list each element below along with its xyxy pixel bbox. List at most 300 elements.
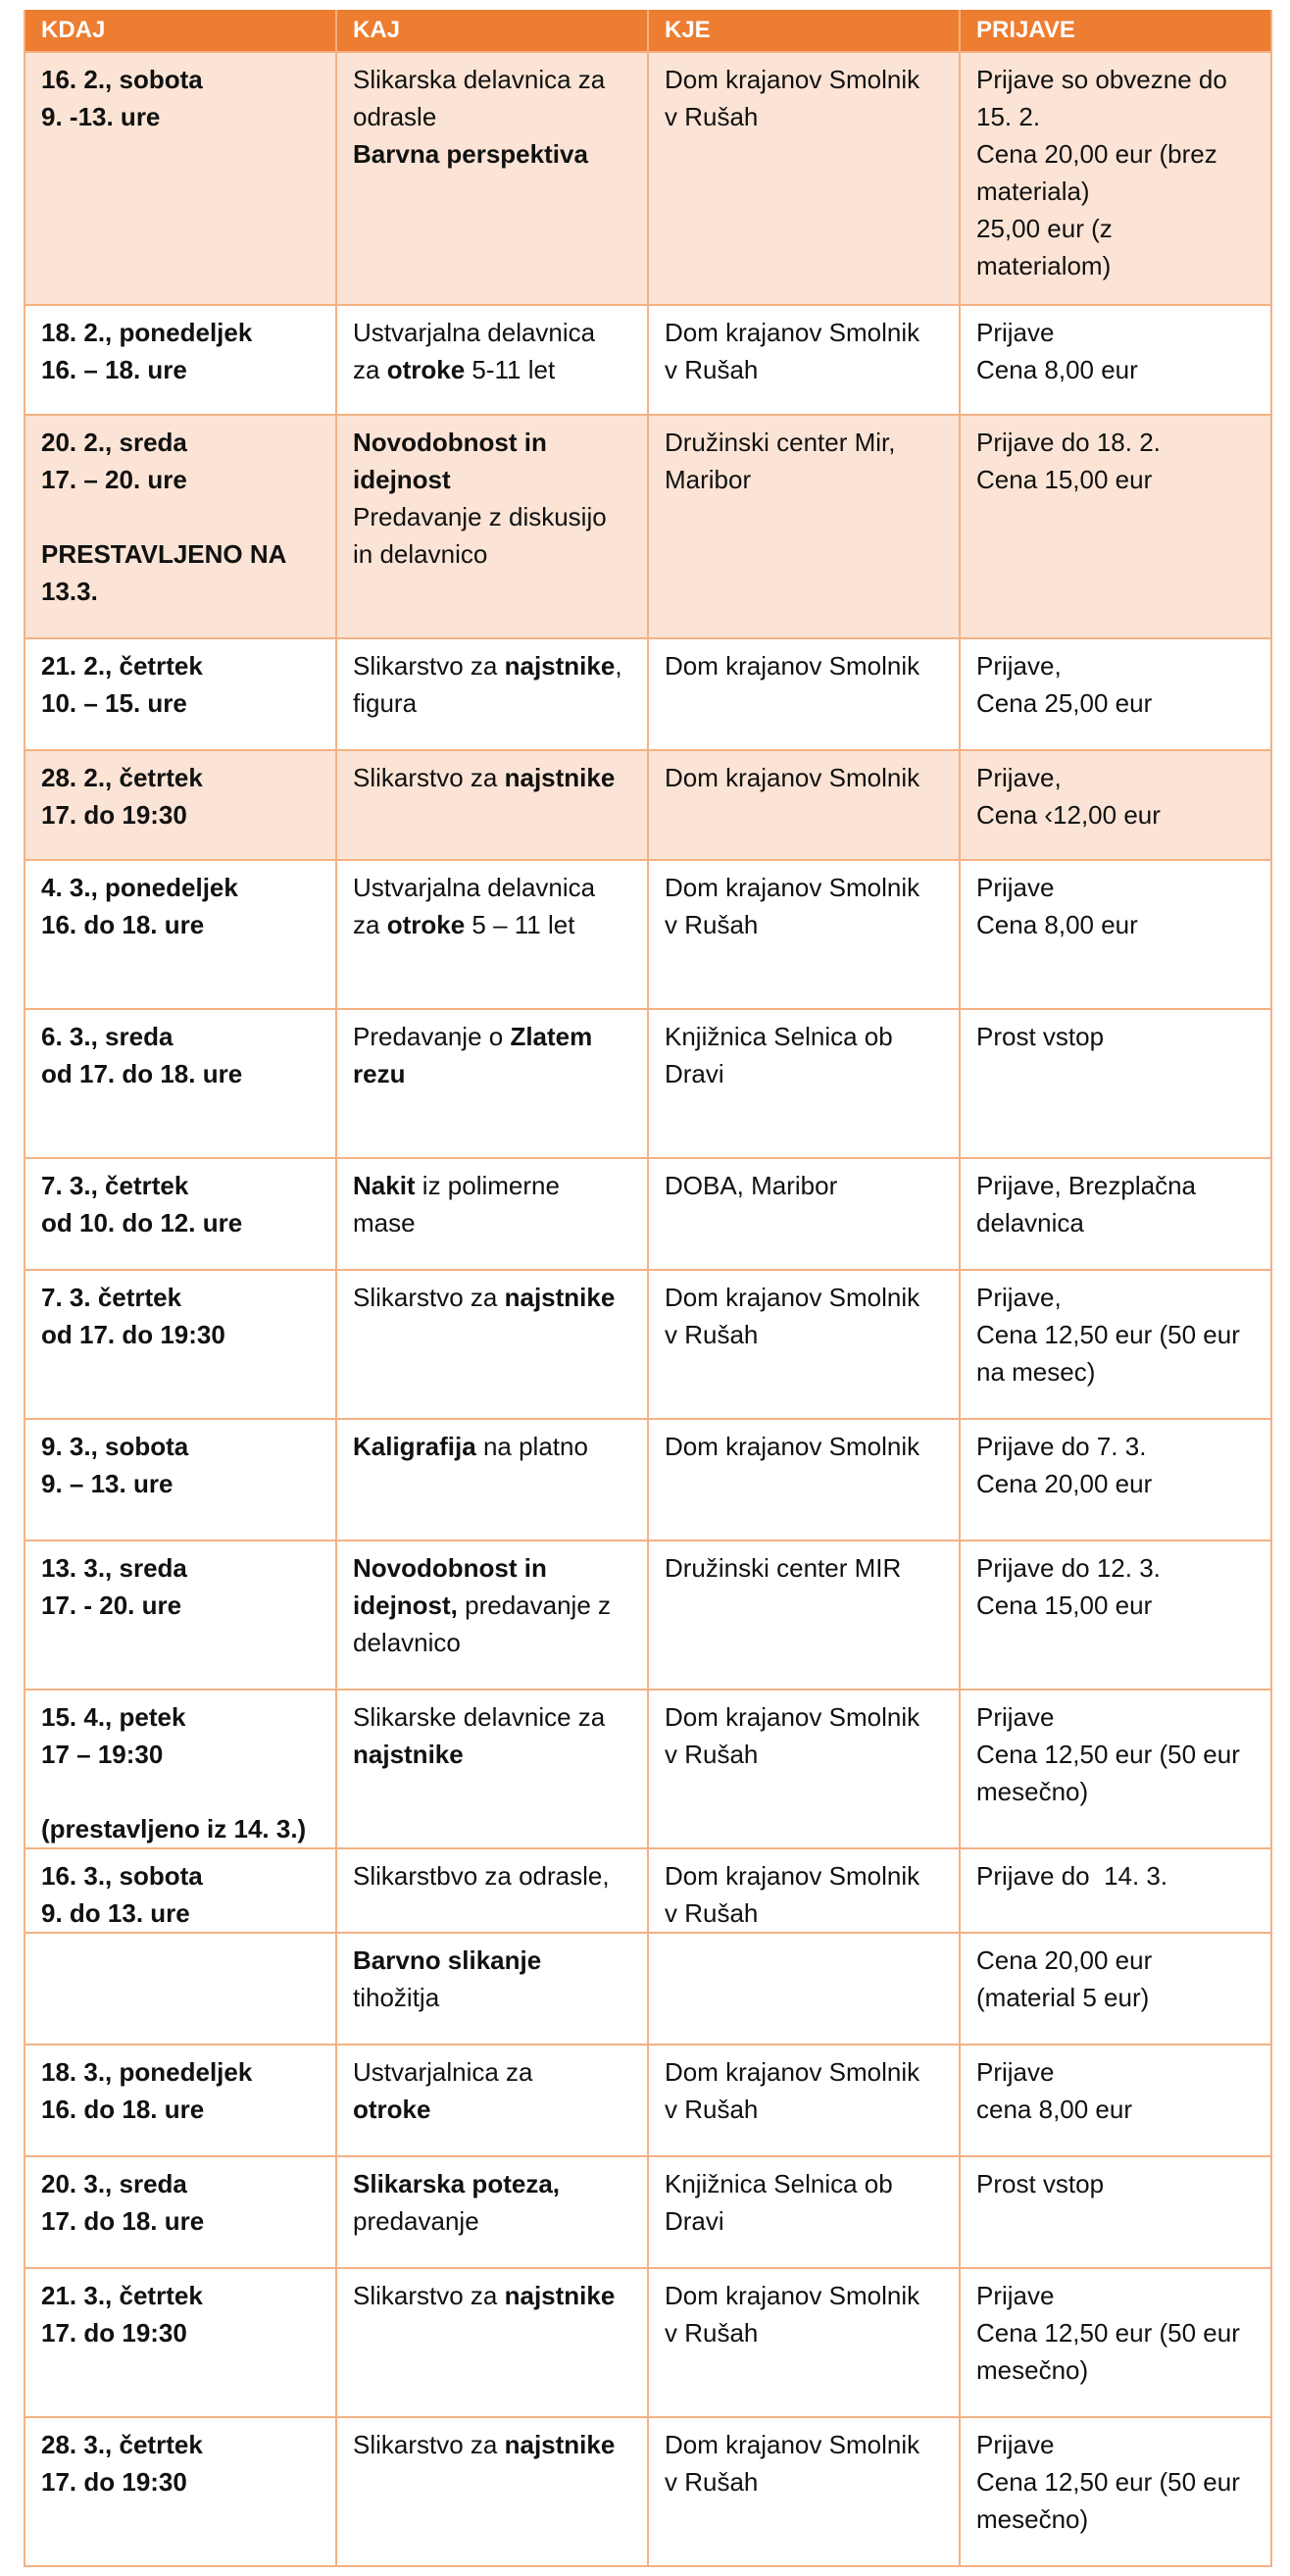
cell-line	[353, 906, 631, 943]
text-run: Cena 12,50 eur (50 eur	[976, 2467, 1240, 2497]
cell-line	[976, 1979, 1255, 2016]
table-row	[25, 638, 1271, 750]
location-cell	[648, 2045, 960, 2156]
text-run: 6. 3., sreda	[41, 1022, 174, 1051]
location-cell	[648, 305, 960, 415]
location-cell	[648, 1690, 960, 1848]
cell-line	[976, 759, 1255, 796]
cell-line	[41, 2202, 320, 2240]
text-run: otroke	[353, 2095, 431, 2124]
text-run: predavanje	[353, 2206, 479, 2236]
table-row	[25, 860, 1271, 1009]
date-cell	[25, 638, 336, 750]
text-run: Dom krajanov Smolnik	[665, 2281, 920, 2310]
cell-line	[665, 2314, 943, 2351]
cell-line	[665, 1055, 943, 1092]
cell-line	[41, 2314, 320, 2351]
registration-cell	[960, 1270, 1271, 1419]
location-cell	[648, 1419, 960, 1541]
date-cell	[25, 52, 336, 305]
cell-line	[665, 98, 943, 135]
text-run: 16. do 18. ure	[41, 2095, 205, 2124]
cell-line	[41, 1810, 320, 1847]
cell-line	[353, 1055, 631, 1092]
cell-line	[665, 1736, 943, 1773]
event-cell	[336, 52, 648, 305]
cell-line	[353, 1979, 631, 2016]
location-cell	[648, 2268, 960, 2417]
cell-line	[41, 535, 320, 573]
text-run: Slikarstvo za	[353, 2430, 505, 2459]
cell-line	[41, 498, 320, 535]
text-run: Prijave	[976, 2430, 1055, 2459]
text-run: 17. do 19:30	[41, 800, 187, 830]
date-cell	[25, 2156, 336, 2268]
text-run: 13.3.	[41, 577, 98, 606]
registration-cell	[960, 2045, 1271, 2156]
text-run: Prost vstop	[976, 2169, 1105, 2198]
cell-line	[353, 2426, 631, 2463]
text-run: materiala)	[976, 177, 1090, 206]
cell-line	[41, 1018, 320, 1055]
text-run: 16. – 18. ure	[41, 355, 187, 384]
registration-cell	[960, 1848, 1271, 1933]
cell-line	[665, 2165, 943, 2202]
cell-line	[41, 1773, 320, 1810]
table-row	[25, 2156, 1271, 2268]
text-run: Dom krajanov Smolnik	[665, 1861, 920, 1891]
text-run: DOBA, Maribor	[665, 1171, 838, 1200]
cell-line	[976, 135, 1255, 173]
registration-cell	[960, 1419, 1271, 1541]
text-run: 13. 3., sreda	[41, 1553, 187, 1583]
text-run: 21. 2., četrtek	[41, 651, 203, 681]
cell-line	[665, 1428, 943, 1465]
event-cell	[336, 1933, 648, 2045]
cell-line	[353, 2053, 631, 2091]
text-run: Novodobnost in	[353, 1553, 547, 1583]
cell-line	[665, 2091, 943, 2128]
registration-cell	[960, 2156, 1271, 2268]
cell-line	[41, 1279, 320, 1316]
text-run: 20. 2., sreda	[41, 428, 187, 457]
text-run: Dom krajanov Smolnik	[665, 65, 920, 94]
text-run: Prijave so obvezne do	[976, 65, 1227, 94]
text-run: 9. -13. ure	[41, 102, 161, 131]
cell-line	[665, 424, 943, 461]
cell-line	[41, 424, 320, 461]
cell-line	[976, 61, 1255, 98]
text-run: 28. 3., četrtek	[41, 2430, 203, 2459]
location-cell	[648, 1009, 960, 1158]
text-run: v Rušah	[665, 1898, 759, 1928]
cell-line	[353, 1428, 631, 1465]
registration-cell	[960, 1009, 1271, 1158]
text-run: Prijave,	[976, 651, 1062, 681]
cell-line	[41, 2463, 320, 2500]
cell-line	[976, 247, 1255, 284]
event-cell	[336, 860, 648, 1009]
table-row	[25, 2045, 1271, 2156]
events-table	[24, 10, 1272, 2567]
text-run: Ustvarjalna delavnica	[353, 318, 596, 347]
text-run: 10. – 15. ure	[41, 688, 187, 718]
text-run: najstnike	[353, 1740, 464, 1769]
text-run: 9. 3., sobota	[41, 1432, 189, 1461]
cell-line	[665, 1549, 943, 1587]
table-row	[25, 52, 1271, 305]
text-run: Kaligrafija	[353, 1432, 476, 1461]
cell-line	[353, 1624, 631, 1661]
cell-line	[976, 2165, 1255, 2202]
text-run: v Rušah	[665, 2095, 759, 2124]
cell-line	[353, 1736, 631, 1773]
table-row	[25, 750, 1271, 860]
location-cell	[648, 1541, 960, 1690]
location-cell	[648, 415, 960, 638]
cell-line	[976, 98, 1255, 135]
registration-cell	[960, 1690, 1271, 1848]
text-run: v Rušah	[665, 910, 759, 939]
text-run: PRESTAVLJENO NA	[41, 539, 287, 569]
location-cell	[648, 1848, 960, 1933]
text-run: figura	[353, 688, 418, 718]
cell-line	[976, 1018, 1255, 1055]
text-run: Nakit	[353, 1171, 416, 1200]
text-run: 7. 3. četrtek	[41, 1283, 182, 1312]
text-run: najstnike	[504, 651, 616, 681]
text-run: 28. 2., četrtek	[41, 763, 203, 792]
cell-line	[976, 2053, 1255, 2091]
text-run: najstnike	[504, 1283, 616, 1312]
text-run: idejnost,	[353, 1591, 458, 1620]
date-cell	[25, 860, 336, 1009]
text-run: Dom krajanov Smolnik	[665, 1432, 920, 1461]
text-run: Slikarska poteza,	[353, 2169, 560, 2198]
text-run: Dom krajanov Smolnik	[665, 1702, 920, 1732]
text-run: Slikarstvo za	[353, 651, 505, 681]
text-run: Cena 15,00 eur	[976, 1591, 1153, 1620]
cell-line	[353, 1204, 631, 1241]
cell-line	[976, 906, 1255, 943]
cell-line	[976, 1857, 1255, 1894]
text-run: Cena 20,00 eur	[976, 1945, 1153, 1975]
cell-line	[41, 2426, 320, 2463]
text-run: mesečno)	[976, 2355, 1089, 2385]
table-row	[25, 305, 1271, 415]
cell-line	[976, 1316, 1255, 1353]
text-run: 5 – 11 let	[465, 910, 575, 939]
cell-line	[976, 2091, 1255, 2128]
text-run: 4. 3., ponedeljek	[41, 873, 238, 902]
cell-line	[665, 869, 943, 906]
cell-line	[665, 1894, 943, 1932]
cell-line	[41, 869, 320, 906]
cell-line	[41, 314, 320, 351]
table-header-row	[25, 10, 1271, 52]
text-run: Slikarstvo za	[353, 763, 505, 792]
text-run: Cena 8,00 eur	[976, 355, 1138, 384]
cell-line	[976, 1698, 1255, 1736]
text-run: Cena 12,50 eur (50 eur	[976, 1320, 1240, 1349]
table-row	[25, 1270, 1271, 1419]
cell-line	[353, 1587, 631, 1624]
table-row	[25, 415, 1271, 638]
text-run: mase	[353, 1208, 416, 1237]
text-run: 25,00 eur (z	[976, 214, 1113, 243]
text-run: 17 – 19:30	[41, 1740, 164, 1769]
text-run: Prijave do 12. 3.	[976, 1553, 1161, 1583]
cell-line	[353, 1167, 631, 1204]
text-run: 7. 3., četrtek	[41, 1171, 189, 1200]
date-cell	[25, 305, 336, 415]
text-run: 20. 3., sreda	[41, 2169, 187, 2198]
cell-line	[665, 2202, 943, 2240]
registration-cell	[960, 1541, 1271, 1690]
cell-line	[353, 351, 631, 388]
cell-line	[41, 1857, 320, 1894]
cell-line	[665, 2426, 943, 2463]
cell-line	[665, 1316, 943, 1353]
table-row	[25, 1419, 1271, 1541]
cell-line	[353, 135, 631, 173]
cell-line	[41, 2091, 320, 2128]
cell-line	[353, 869, 631, 906]
cell-line	[41, 906, 320, 943]
cell-line	[665, 1279, 943, 1316]
text-run: Dom krajanov Smolnik	[665, 651, 920, 681]
cell-line	[41, 1055, 320, 1092]
text-run: Dom krajanov Smolnik	[665, 1283, 920, 1312]
text-run: Knjižnica Selnica ob	[665, 1022, 893, 1051]
cell-line	[41, 1736, 320, 1773]
cell-line	[665, 906, 943, 943]
event-cell	[336, 1009, 648, 1158]
registration-cell	[960, 860, 1271, 1009]
location-cell	[648, 52, 960, 305]
text-run: Maribor	[665, 465, 752, 494]
text-run: Dom krajanov Smolnik	[665, 2430, 920, 2459]
cell-line	[976, 869, 1255, 906]
date-cell	[25, 1419, 336, 1541]
date-cell	[25, 1009, 336, 1158]
cell-line	[353, 759, 631, 796]
cell-line	[665, 351, 943, 388]
cell-line	[353, 1279, 631, 1316]
text-run: odrasle	[353, 102, 437, 131]
text-run: Cena 15,00 eur	[976, 465, 1153, 494]
text-run: 17. do 18. ure	[41, 2206, 205, 2236]
text-run: 5-11 let	[465, 355, 556, 384]
text-run: v Rušah	[665, 2318, 759, 2348]
location-cell	[648, 2156, 960, 2268]
text-run: 17. - 20. ure	[41, 1591, 182, 1620]
date-cell	[25, 1933, 336, 2045]
date-cell	[25, 2268, 336, 2417]
cell-line	[41, 1316, 320, 1353]
cell-line	[976, 210, 1255, 247]
text-run: 9. do 13. ure	[41, 1898, 190, 1928]
text-run: Prijave, Brezplačna	[976, 1171, 1196, 1200]
text-run: delavnica	[976, 1208, 1084, 1237]
date-cell	[25, 1158, 336, 1270]
text-run: Dom krajanov Smolnik	[665, 2057, 920, 2087]
text-run: od 10. do 12. ure	[41, 1208, 243, 1237]
text-run: Predavanje o	[353, 1022, 511, 1051]
cell-line	[353, 2165, 631, 2202]
location-cell	[648, 638, 960, 750]
text-run: 9. – 13. ure	[41, 1469, 174, 1498]
cell-line	[976, 1167, 1255, 1204]
text-run: Dravi	[665, 1059, 724, 1088]
cell-line	[41, 2053, 320, 2091]
text-run: Dom krajanov Smolnik	[665, 318, 920, 347]
cell-line	[665, 2053, 943, 2091]
cell-line	[353, 461, 631, 498]
text-run: mesečno)	[976, 1777, 1089, 1806]
text-run: Barvna perspektiva	[353, 139, 588, 169]
text-run: Slikarstbvo za odrasle,	[353, 1861, 610, 1891]
cell-line	[976, 2314, 1255, 2351]
cell-line	[976, 1773, 1255, 1810]
cell-line	[41, 573, 320, 610]
cell-line	[41, 61, 320, 98]
text-run: Ustvarjalnica za	[353, 2057, 533, 2087]
event-cell	[336, 750, 648, 860]
cell-line	[353, 1857, 631, 1894]
header-kdaj: KDAJ	[25, 10, 336, 52]
text-run: Cena 20,00 eur (brez	[976, 139, 1217, 169]
text-run: Prijave,	[976, 1283, 1062, 1312]
table-row	[25, 1933, 1271, 2045]
cell-line	[41, 1167, 320, 1204]
text-run: Prijave do 18. 2.	[976, 428, 1161, 457]
cell-line	[41, 1698, 320, 1736]
text-run: v Rušah	[665, 1320, 759, 1349]
cell-line	[353, 1698, 631, 1736]
location-cell	[648, 2417, 960, 2566]
text-run: Cena 12,50 eur (50 eur	[976, 1740, 1240, 1769]
event-cell	[336, 305, 648, 415]
cell-line	[41, 98, 320, 135]
table-row	[25, 1009, 1271, 1158]
text-run: Dom krajanov Smolnik	[665, 763, 920, 792]
text-run: (material 5 eur)	[976, 1983, 1150, 2012]
text-run: 16. 2., sobota	[41, 65, 203, 94]
text-run: Knjižnica Selnica ob	[665, 2169, 893, 2198]
cell-line	[976, 684, 1255, 722]
registration-cell	[960, 52, 1271, 305]
cell-line	[976, 647, 1255, 684]
text-run: Predavanje z diskusijo	[353, 502, 607, 531]
date-cell	[25, 1541, 336, 1690]
cell-line	[665, 314, 943, 351]
cell-line	[353, 2277, 631, 2314]
text-run: Ustvarjalna delavnica	[353, 873, 596, 902]
text-run: Prijave	[976, 1702, 1055, 1732]
text-run: Cena 8,00 eur	[976, 910, 1138, 939]
text-run: 15. 2.	[976, 102, 1041, 131]
date-cell	[25, 1270, 336, 1419]
cell-line	[353, 647, 631, 684]
text-run: Cena 20,00 eur	[976, 1469, 1153, 1498]
event-cell	[336, 1419, 648, 1541]
text-run: Prijave do 7. 3.	[976, 1432, 1147, 1461]
text-run: predavanje z	[457, 1591, 612, 1620]
cell-line	[353, 498, 631, 535]
text-run: v Rušah	[665, 2467, 759, 2497]
registration-cell	[960, 1158, 1271, 1270]
text-run: 15. 4., petek	[41, 1702, 186, 1732]
text-run: na mesec)	[976, 1357, 1096, 1387]
text-run: idejnost	[353, 465, 451, 494]
cell-line	[976, 314, 1255, 351]
text-run: od 17. do 19:30	[41, 1320, 225, 1349]
text-run: Cena ‹12,00 eur	[976, 800, 1161, 830]
text-run: Dom krajanov Smolnik	[665, 873, 920, 902]
event-cell	[336, 2417, 648, 2566]
registration-cell	[960, 638, 1271, 750]
event-cell	[336, 2268, 648, 2417]
cell-line	[665, 461, 943, 498]
header-prijave: PRIJAVE	[960, 10, 1271, 52]
cell-line	[353, 314, 631, 351]
text-run: Prijave	[976, 2281, 1055, 2310]
text-run: Zlatem	[510, 1022, 593, 1051]
event-cell	[336, 2045, 648, 2156]
cell-line	[665, 759, 943, 796]
cell-line	[353, 424, 631, 461]
cell-line	[353, 1018, 631, 1055]
text-run: najstnike	[504, 2281, 616, 2310]
table-row	[25, 2417, 1271, 2566]
cell-line	[353, 2091, 631, 2128]
date-cell	[25, 1848, 336, 1933]
table-row	[25, 1158, 1271, 1270]
event-cell	[336, 1270, 648, 1419]
text-run: cena 8,00 eur	[976, 2095, 1133, 2124]
cell-line	[665, 2463, 943, 2500]
cell-line	[976, 1428, 1255, 1465]
text-run: Slikarska delavnica za	[353, 65, 606, 94]
cell-line	[41, 1894, 320, 1932]
cell-line	[41, 351, 320, 388]
cell-line	[353, 684, 631, 722]
cell-line	[41, 1465, 320, 1502]
header-kaj: KAJ	[336, 10, 648, 52]
table-row	[25, 1848, 1271, 1933]
cell-line	[976, 351, 1255, 388]
text-run: 16. do 18. ure	[41, 910, 205, 939]
text-run: in delavnico	[353, 539, 488, 569]
cell-line	[665, 61, 943, 98]
text-run: Novodobnost in	[353, 428, 547, 457]
text-run: Cena 25,00 eur	[976, 688, 1153, 718]
cell-line	[41, 796, 320, 833]
cell-line	[353, 1942, 631, 1979]
cell-line	[665, 647, 943, 684]
cell-line	[41, 461, 320, 498]
cell-line	[665, 1167, 943, 1204]
text-run: 17. – 20. ure	[41, 465, 187, 494]
cell-line	[41, 759, 320, 796]
event-cell	[336, 1690, 648, 1848]
cell-line	[41, 1587, 320, 1624]
event-cell	[336, 2156, 648, 2268]
cell-line	[976, 2426, 1255, 2463]
registration-cell	[960, 2268, 1271, 2417]
text-run: na platno	[475, 1432, 588, 1461]
